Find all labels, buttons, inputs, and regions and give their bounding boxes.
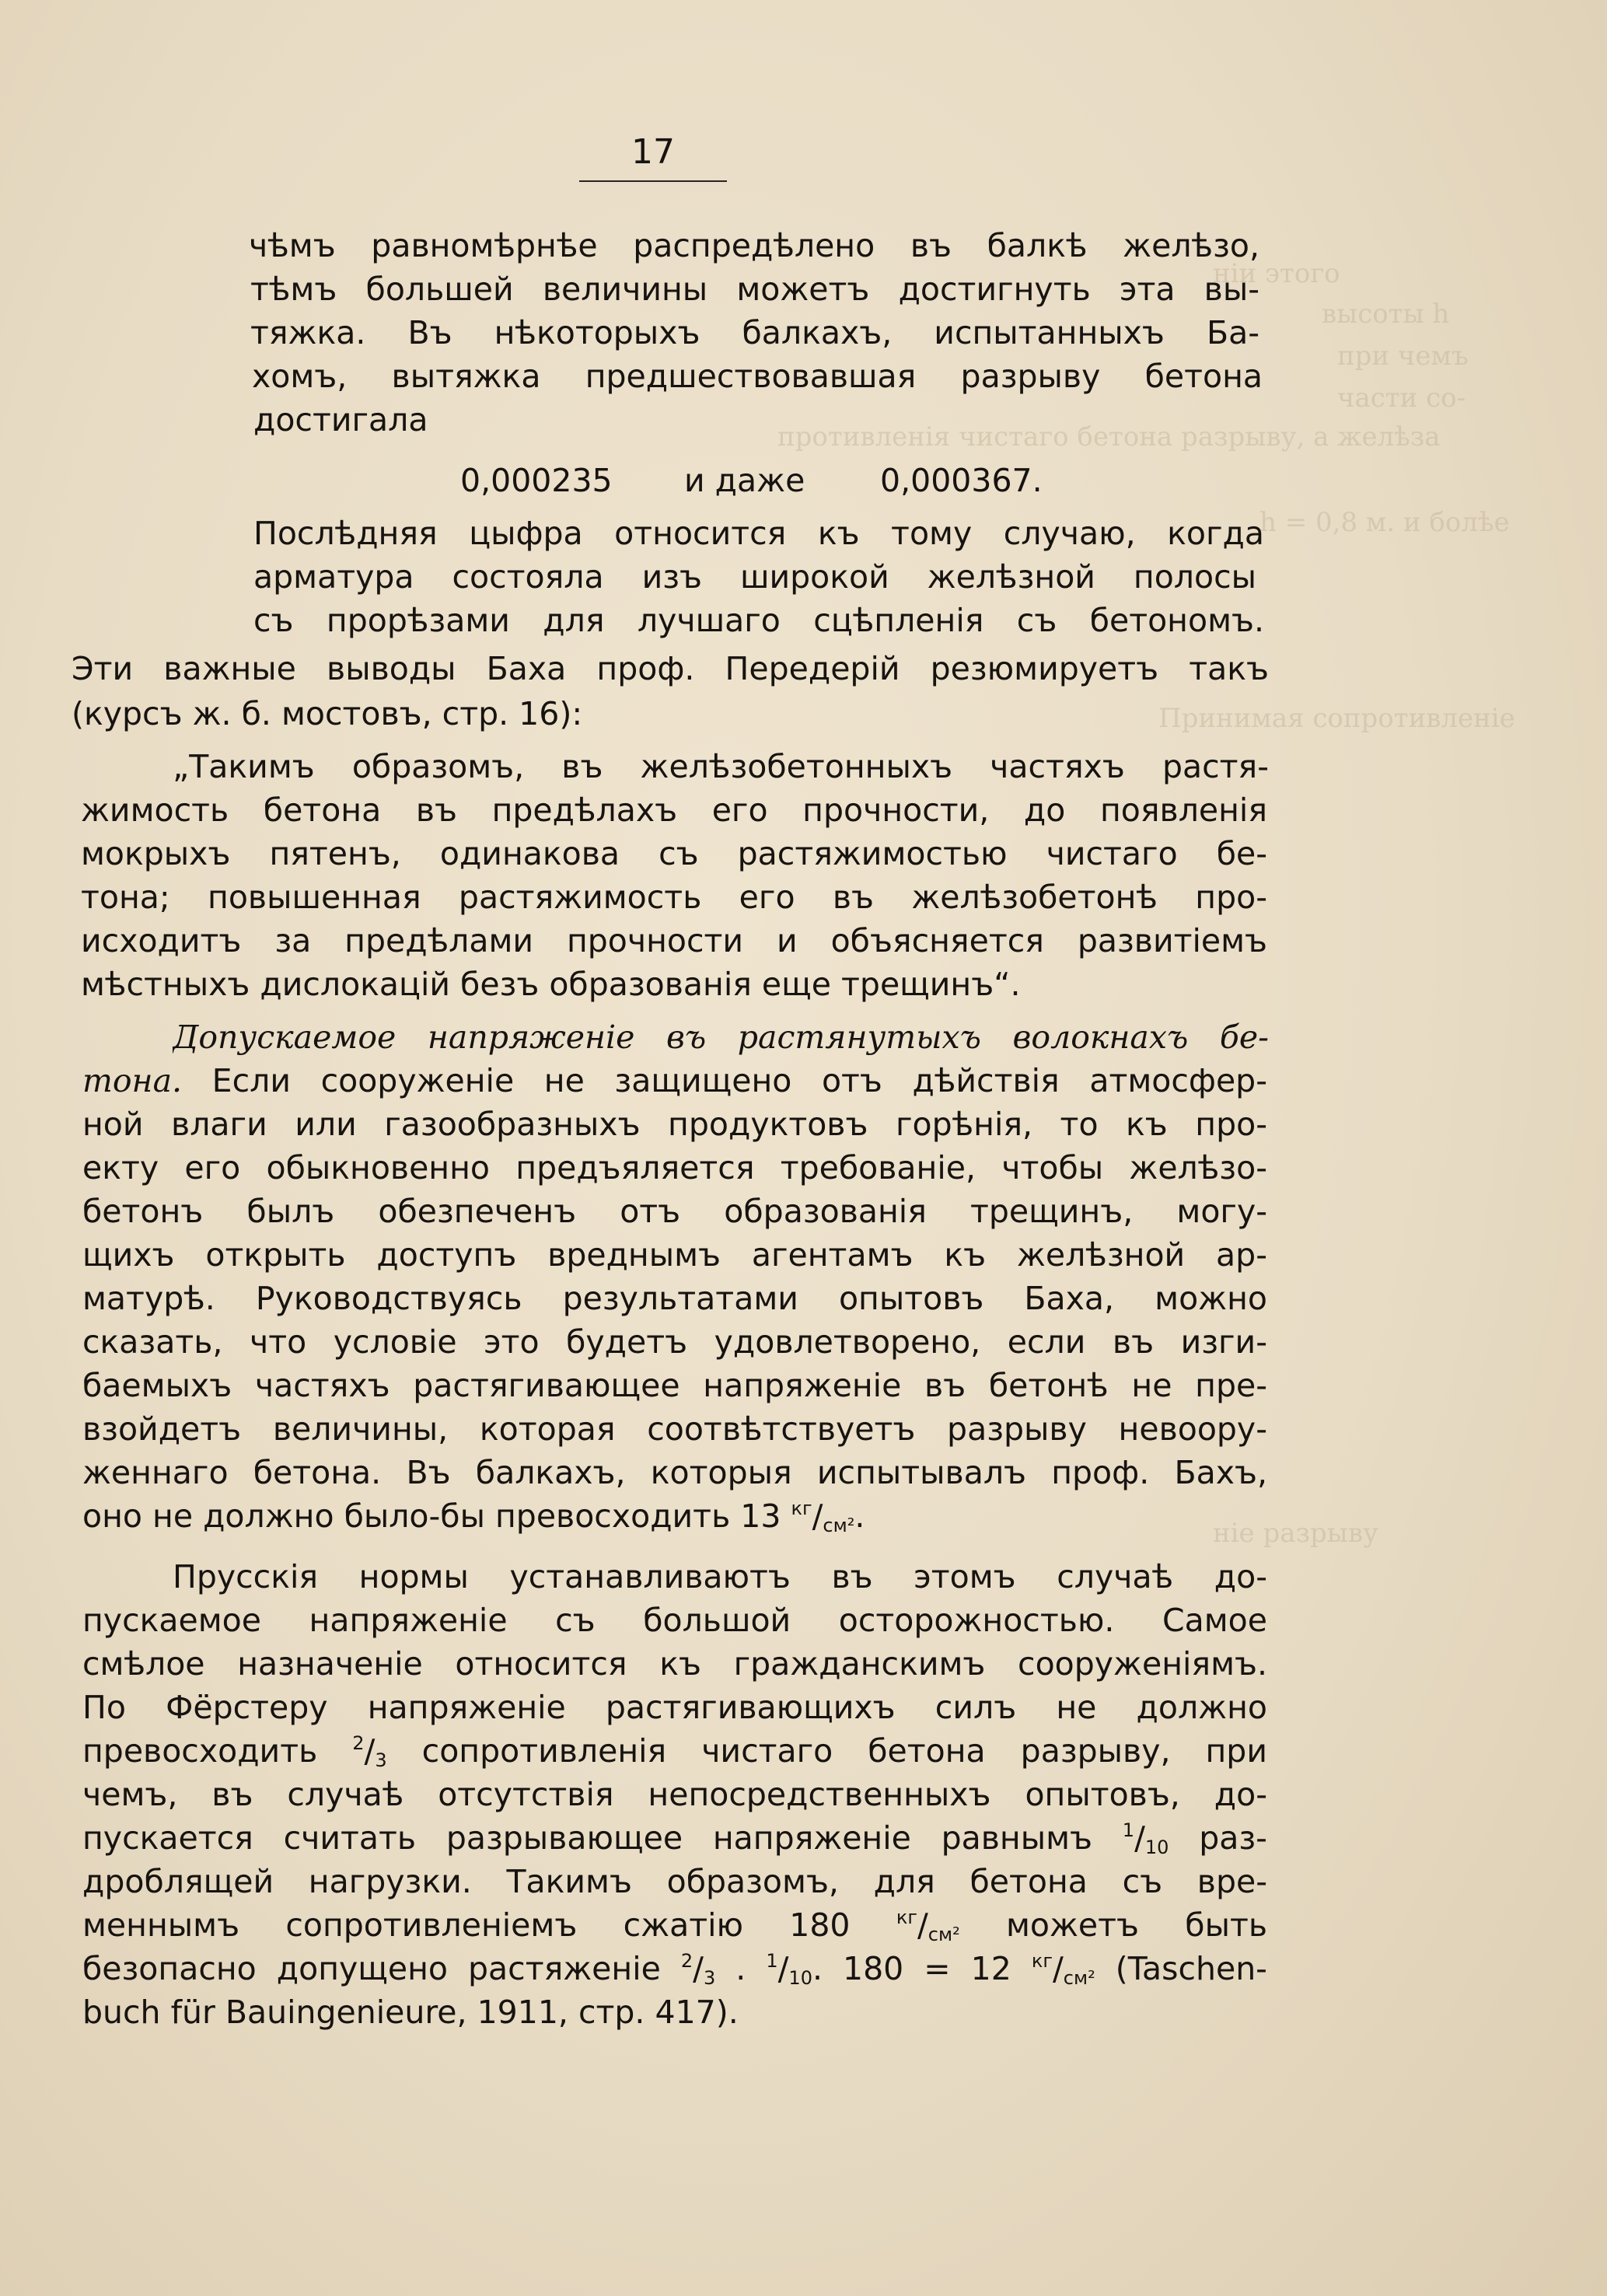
text-line: оно не должно было-бы превосходить 13 $^{кг}/_{см^2}$.	[82, 1497, 865, 1536]
bleed-through-text: при чемъ	[1337, 341, 1469, 372]
text-line: безопасно допущено растяженіе $^2/_3$ . $^1/_{10}$. 180 = 12 $^{кг}/_{см^2}$ (Taschen-	[82, 1950, 1267, 1989]
text-line: щихъ открыть доступъ вреднымъ агентамъ къ желѣзной ар-	[82, 1236, 1267, 1274]
quote-line: тона; повышенная растяжимость его въ желѣзобетонѣ про-	[81, 879, 1267, 916]
text-line: баемыхъ частяхъ растягивающее напряженіе въ бетонѣ не пре-	[82, 1367, 1267, 1404]
text-line: арматура состояла изъ широкой желѣзной полосы	[253, 558, 1256, 596]
text-line: (курсъ ж. б. мостовъ, стр. 16):	[72, 695, 583, 732]
text-line: достигала	[253, 401, 428, 439]
text-line: Послѣдняя цыфра относится къ тому случаю, когда	[253, 515, 1264, 552]
quote-line: мокрыхъ пятенъ, одинакова съ растяжимостью чистаго бе-	[81, 835, 1267, 872]
text-line: пускаемое напряженіе съ большой осторожностью. Самое	[82, 1602, 1267, 1639]
text-line: екту его обыкновенно предъяляется требованіе, чтобы желѣзо-	[82, 1149, 1267, 1186]
text-line: съ прорѣзами для лучшаго сцѣпленія съ бетономъ.	[253, 602, 1264, 639]
text-line: buch für Bauingenieure, 1911, стр. 417).	[82, 1994, 739, 2031]
text-line: пускается считать разрывающее напряженіе равнымъ $^1/_{10}$ раз-	[82, 1819, 1267, 1858]
bleed-through-text: высоты h	[1322, 299, 1450, 330]
quote-line: „Такимъ образомъ, въ желѣзобетонныхъ частяхъ растя-	[173, 748, 1269, 785]
section-heading-italic: Допускаемое напряженіе въ растянутыхъ волокнахъ бе-	[173, 1019, 1269, 1056]
bleed-through-text: ніи этого	[1213, 258, 1340, 289]
quote-line: мѣстныхъ дислокацій безъ образованія еще трещинъ“.	[81, 966, 1021, 1003]
text-line: сказать, что условіе это будетъ удовлетворено, если въ изги-	[82, 1323, 1267, 1361]
section-heading-italic: тона.	[82, 1062, 183, 1099]
text-line: Эти важные выводы Баха проф. Передерій резюмируетъ такъ	[72, 650, 1269, 687]
text-line: тона. Если сооруженіе не защищено отъ дѣйствія атмосфер-	[82, 1062, 1267, 1099]
text-line: бетонъ былъ обезпеченъ отъ образованія трещинъ, могу-	[82, 1193, 1267, 1230]
text-line: тѣмъ большей величины можетъ достигнуть эта вы-	[250, 271, 1259, 308]
bleed-through-text: h = 0,8 м. и болѣе	[1259, 507, 1510, 538]
header-rule	[579, 180, 727, 182]
value-conjunction: и даже	[684, 462, 805, 499]
text-line: взойдетъ величины, которая соотвѣтствуетъ разрыву невоору-	[82, 1410, 1267, 1448]
text-line: матурѣ. Руководствуясь результатами опытовъ Баха, можно	[82, 1280, 1267, 1317]
text-line: женнаго бетона. Въ балкахъ, которыя испытывалъ проф. Бахъ,	[82, 1454, 1267, 1491]
text-line: превосходить $^2/_3$ сопротивленія чистаго бетона разрыву, при	[82, 1732, 1267, 1771]
text-line: По Фёрстеру напряженіе растягивающихъ силъ не должно	[82, 1689, 1267, 1726]
text-line: меннымъ сопротивленіемъ сжатію 180 $^{кг}/_{см^2}$ можетъ быть	[82, 1906, 1267, 1945]
bleed-through-text: противленія чистаго бетона разрыву, а желѣза	[777, 421, 1441, 453]
bleed-through-text: Принимая сопротивленіе	[1158, 703, 1515, 734]
text-line: Прусскія нормы устанавливаютъ въ этомъ случаѣ до-	[173, 1558, 1267, 1595]
text-line: хомъ, вытяжка предшествовавшая разрыву бетона	[252, 358, 1263, 395]
quote-line: исходитъ за предѣлами прочности и объясняется развитіемъ	[81, 922, 1267, 959]
value-b: 0,000367.	[880, 462, 1043, 499]
text-line: дроблящей нагрузки. Такимъ образомъ, для бетона съ вре-	[82, 1863, 1267, 1900]
page-number: 17	[631, 132, 675, 172]
value-a: 0,000235	[460, 462, 613, 499]
bleed-through-text: части со-	[1337, 383, 1466, 414]
text-line: чѣмъ равномѣрнѣе распредѣлено въ балкѣ желѣзо,	[249, 227, 1259, 264]
text-line: чемъ, въ случаѣ отсутствія непосредственныхъ опытовъ, до-	[82, 1776, 1267, 1813]
text-line: ной влаги или газообразныхъ продуктовъ горѣнія, то къ про-	[82, 1106, 1267, 1143]
text-line: тяжка. Въ нѣкоторыхъ балкахъ, испытанныхъ Ба-	[250, 314, 1259, 351]
quote-line: жимость бетона въ предѣлахъ его прочности, до появленія	[81, 792, 1267, 829]
bleed-through-text: ніе разрыву	[1213, 1518, 1379, 1549]
text-line: смѣлое назначеніе относится къ гражданскимъ сооруженіямъ.	[82, 1645, 1267, 1683]
